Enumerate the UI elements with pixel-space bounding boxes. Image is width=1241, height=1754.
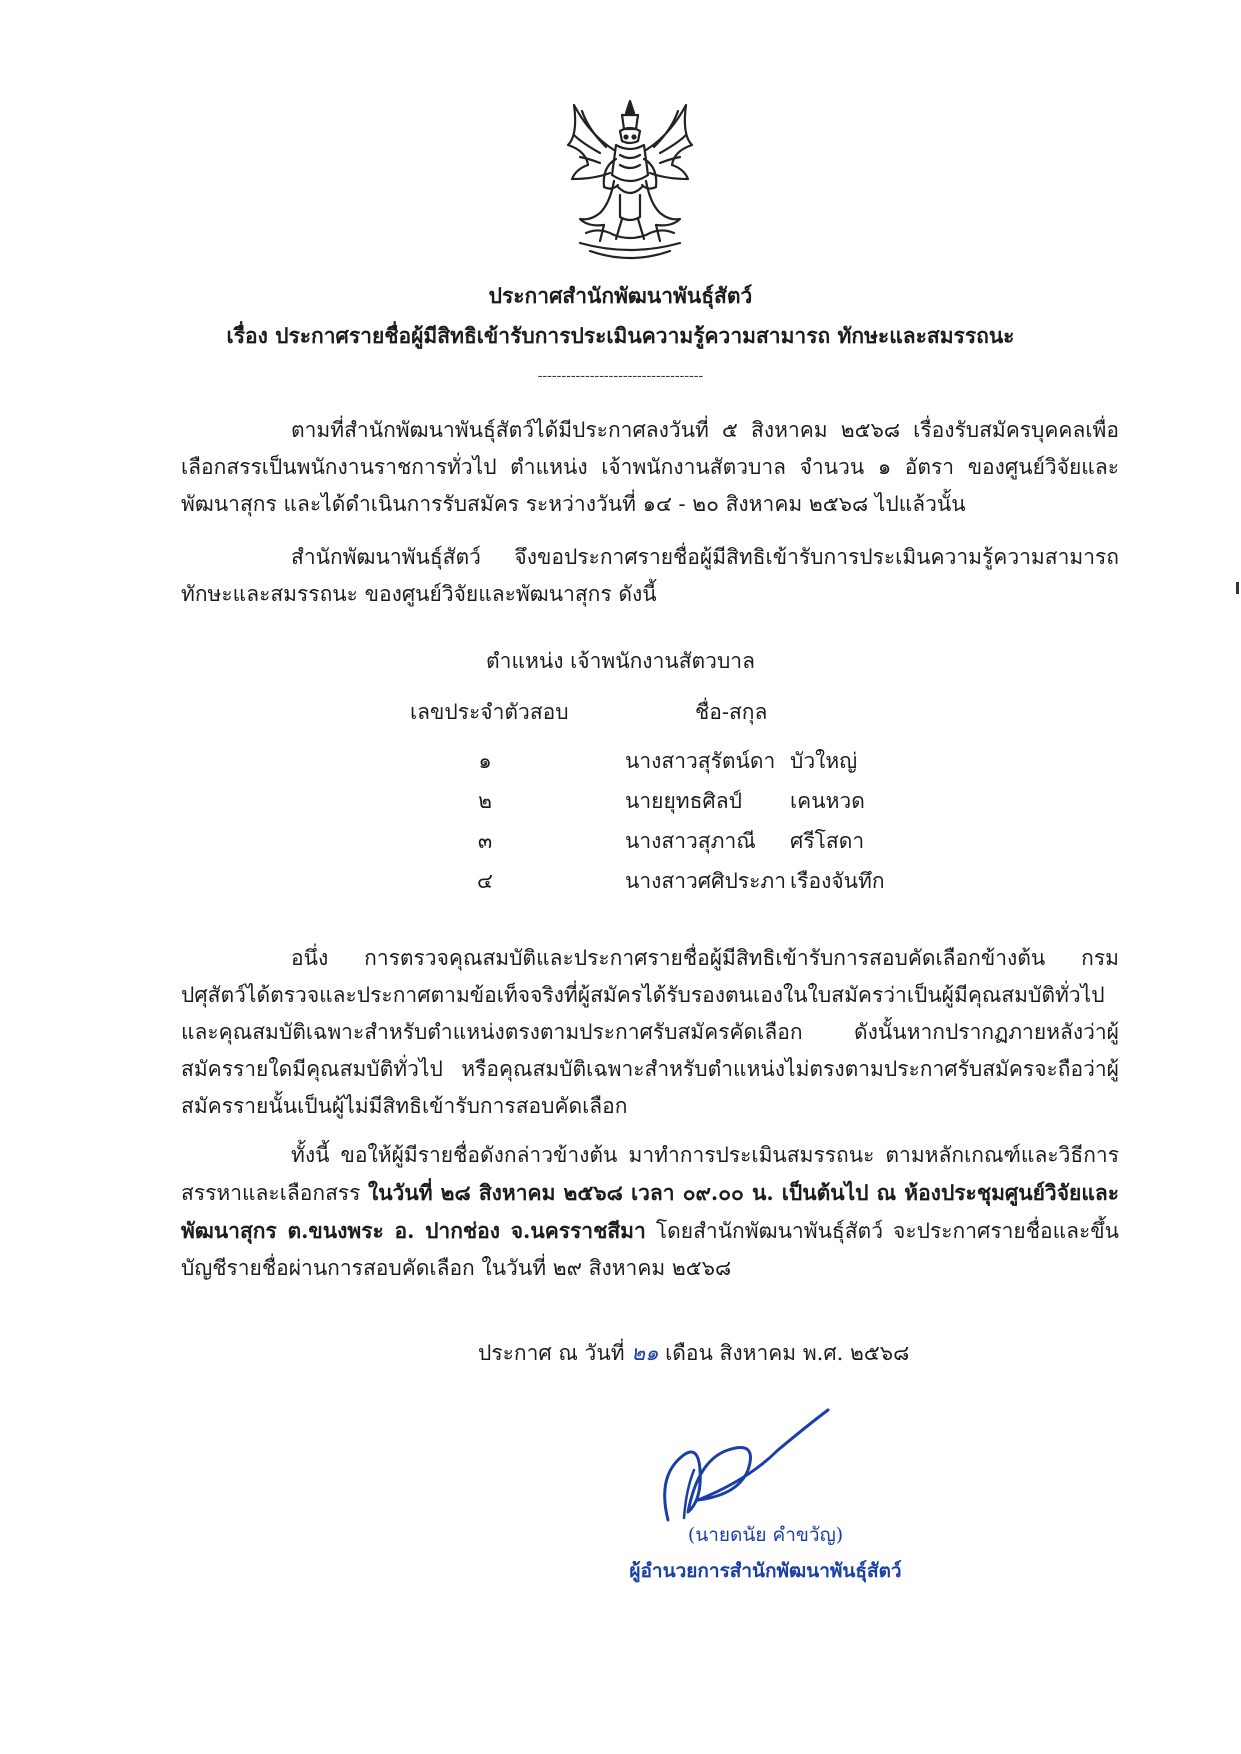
candidate-last-name: ศรีโสดา (790, 829, 865, 853)
candidate-first-name: นางสาวศศิประภา (625, 869, 786, 893)
candidate-row (0, 745, 1241, 779)
paragraph-announcement: สำนักพัฒนาพันธุ์สัตว์ จึงขอประกาศรายชื่อผู้มีสิทธิเข้ารับการประเมินความรู้ความสามารถ ทักษะและสมรรถนะ ของศูนย์วิจัยและพัฒนาสุกร ดังนี้ (181, 545, 1119, 606)
date-prefix: ประกาศ ณ วันที่ (478, 1341, 632, 1365)
candidate-row (0, 825, 1241, 859)
date-suffix: เดือน สิงหาคม พ.ศ. ๒๕๖๘ (658, 1341, 910, 1365)
candidate-first-name: นายยุทธศิลป์ (625, 789, 742, 813)
title-divider: ----------------------------------- (537, 368, 704, 384)
candidate-first-name: นางสาวสุภาณี (625, 829, 756, 853)
column-header-exam-number: เลขประจำตัวสอบ (410, 700, 569, 724)
exam-number: ๔ (477, 869, 493, 893)
signer-name: (นายดนัย คำขวัญ) (687, 1524, 844, 1546)
column-header-full-name: ชื่อ-สกุล (695, 700, 768, 724)
candidate-last-name: บัวใหญ่ (790, 749, 858, 773)
announcement-subject: เรื่อง ประกาศรายชื่อผู้มีสิทธิเข้ารับการประเมินความรู้ความสามารถ ทักษะและสมรรถนะ (226, 323, 1015, 348)
schedule-text-outro: โดยสำนักพัฒนาพันธุ์สัตว์ จะประกาศรายชื่อและขึ้นบัญชีรายชื่อผ่านการสอบคัดเลือก ในวันที่ ๒๙ สิงหาคม ๒๕๖๘ (181, 1219, 1119, 1280)
exam-number: ๓ (477, 829, 493, 853)
paragraph-qualification-note: อนึ่ง การตรวจคุณสมบัติและประกาศรายชื่อผู้มีสิทธิเข้ารับการสอบคัดเลือกข้างต้น กรมปศุสัตว์ได้ตรวจและประกาศตามข้อเท็จจริงที่ผู้สมัครได้รับรองตนเองในใบสมัครว่าเป็นผู้มีคุณสมบัติทั่วไป และคุณสมบัติเฉพาะสำหรับตำแหน่งตรงตามประกาศรับสมัครคัดเลือก ดังนั้นหากปรากฏภายหลังว่าผู้สมัครรายใดมีคุณสมบัติทั่วไป หรือคุณสมบัติเฉพาะสำหรับตำแหน่งไม่ตรงตามประกาศรับสมัครจะถือว่าผู้สมัครรายนั้นเป็นผู้ไม่มีสิทธิเข้ารับการสอบคัดเลือก (181, 946, 1119, 1118)
candidate-row (0, 785, 1241, 819)
announcement-title: ประกาศสำนักพัฒนาพันธุ์สัตว์ (488, 283, 753, 308)
garuda-emblem-icon (560, 95, 700, 270)
signer-title: ผู้อำนวยการสำนักพัฒนาพันธุ์สัตว์ (629, 1560, 902, 1582)
paragraph-reference: ตามที่สำนักพัฒนาพันธุ์สัตว์ได้มีประกาศลงวันที่ ๕ สิงหาคม ๒๕๖๘ เรื่องรับสมัครบุคคลเพื่อเลือกสรรเป็นพนักงานราชการทั่วไป ตำแหน่ง เจ้าพนักงานสัตวบาล จำนวน ๑ อัตรา ของศูนย์วิจัยและพัฒนาสุกร และได้ดำเนินการรับสมัคร ระหว่างวันที่ ๑๔ - ๒๐ สิงหาคม ๒๕๖๘ ไปแล้วนั้น (181, 418, 1119, 516)
candidate-last-name: เรืองจันทึก (790, 869, 885, 893)
position-heading: ตำแหน่ง เจ้าพนักงานสัตวบาล (486, 649, 755, 673)
paragraph-assessment-schedule (181, 1137, 1119, 1287)
exam-number: ๒ (478, 789, 492, 813)
schedule-text-date-venue: ในวันที่ ๒๘ สิงหาคม ๒๕๖๘ เวลา ๐๙.๐๐ น. เป็นต้นไป ณ ห้องประชุมศูนย์วิจัยและพัฒนาสุกร ต.ขนงพระ อ. ปากช่อง จ.นครราชสีมา (181, 1180, 1119, 1243)
exam-number: ๑ (478, 749, 492, 773)
date-day-handwritten: ๒๑ (631, 1341, 659, 1365)
announcement-date (478, 1337, 909, 1370)
candidate-row (0, 865, 1241, 899)
handwritten-signature-icon (628, 1400, 848, 1530)
scan-edge-mark (1236, 582, 1239, 594)
candidate-first-name: นางสาวสุรัตน์ดา (625, 749, 776, 773)
candidate-last-name: เคนหวด (790, 789, 865, 813)
schedule-text-intro: ทั้งนี้ ขอให้ผู้มีรายชื่อดังกล่าวข้างต้น มาทำการประเมินสมรรถนะ ตามหลักเกณฑ์และวิธีการสรรหาและเลือกสรร (181, 1143, 1119, 1205)
